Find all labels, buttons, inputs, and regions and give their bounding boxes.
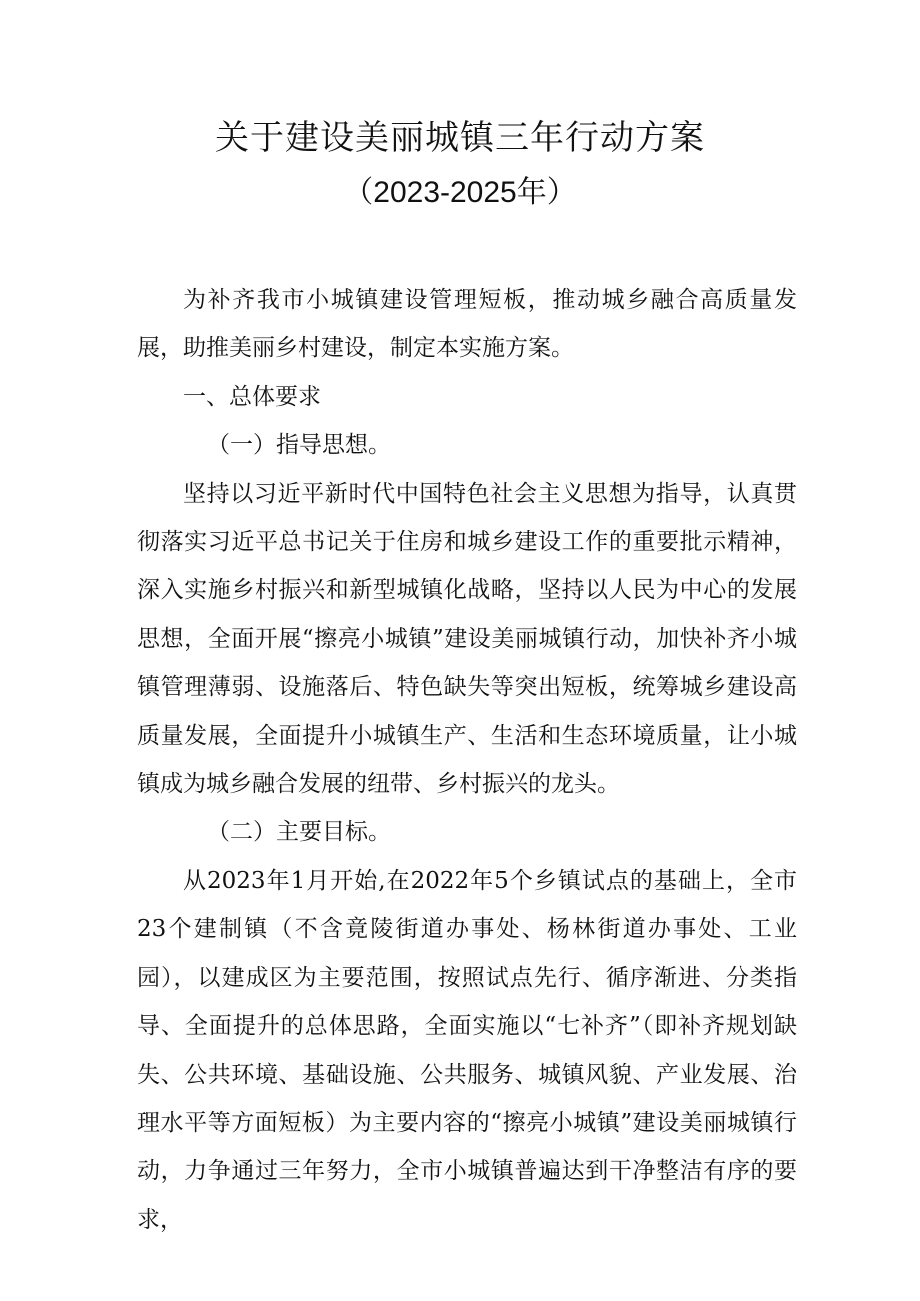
main-goal-paragraph: 从2023年1月开始,在2022年5个乡镇试点的基础上，全市23个建制镇（不含竟陵街道办事处、杨林街道办事处、工业园），以建成区为主要范围，按照试点先行、循序渐进、分类指导、全面提升的总体思路，全面实施以“七补齐”（即补齐规划缺失、公共环境、基础设施、公共服务、城镇风貌、产业发展、治理水平等方面短板）为主要内容的“擦亮小城镇”建设美丽城镇行动，力争通过三年努力，全市小城镇普遍达到干净整洁有序的要求， — [137, 867, 797, 1233]
subsection-heading: （二）主要目标。 — [207, 819, 391, 846]
intro-paragraph: 为补齐我市小城镇建设管理短板，推动城乡融合高质量发展，助推美丽乡村建设，制定本实施方案。 — [137, 287, 797, 362]
document-body — [137, 276, 797, 1244]
guiding-thought-paragraph: 坚持以习近平新时代中国特色社会主义思想为指导，认真贯彻落实习近平总书记关于住房和城乡建设工作的重要批示精神，深入实施乡村振兴和新型城镇化战略，坚持以人民为中心的发展思想，全面开展“擦亮小城镇”建设美丽城镇行动，加快补齐小城镇管理薄弱、设施落后、特色缺失等突出短板，统筹城乡建设高质量发展，全面提升小城镇生产、生活和生态环境质量，让小城镇成为城乡融合发展的纽带、乡村振兴的龙头。 — [137, 480, 797, 798]
section-heading: 一、总体要求 — [183, 383, 321, 410]
document-subtitle: （2023-2025年） — [343, 176, 577, 209]
document-title: 关于建设美丽城镇三年行动方案 — [215, 118, 705, 158]
subsection-heading: （一）指导思想。 — [207, 432, 391, 459]
